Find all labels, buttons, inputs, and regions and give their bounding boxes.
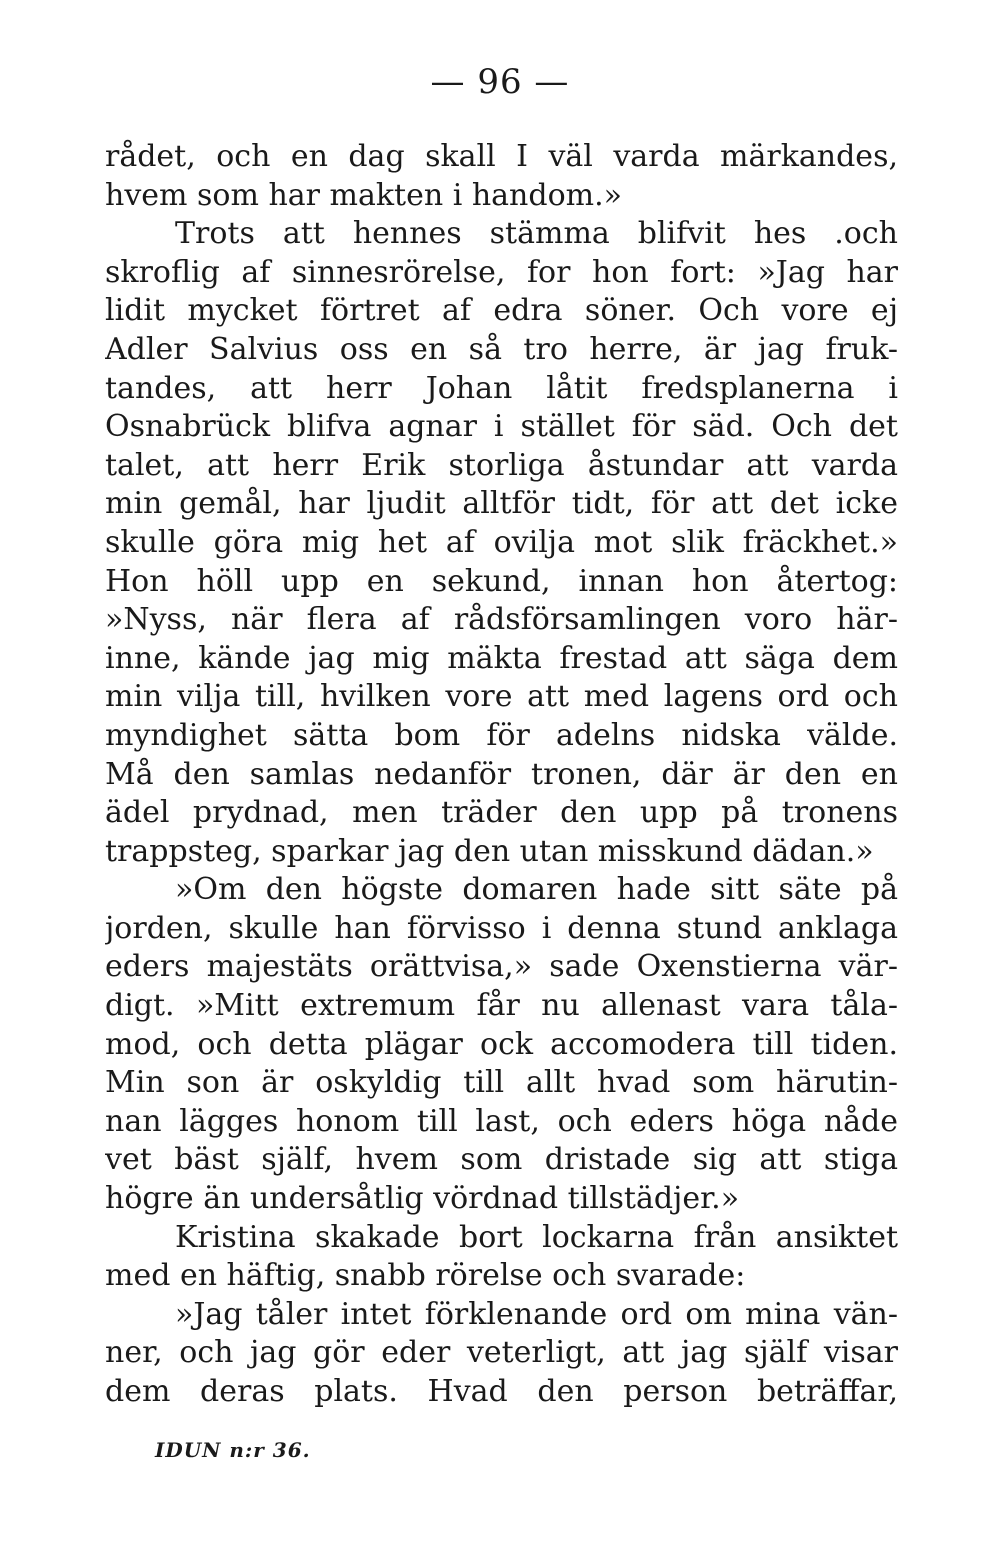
text-line: nan lägges honom till last, och eders höga nåde bbox=[105, 1103, 898, 1139]
text-line: Adler Salvius oss en så tro herre, är jag fruk- bbox=[105, 331, 898, 367]
page-number: — 96 — bbox=[430, 62, 570, 102]
text-line: talet, att herr Erik storliga åstundar att varda bbox=[105, 447, 898, 483]
text-line: vet bäst själf, hvem som dristade sig att stiga bbox=[105, 1142, 898, 1178]
text-line: Må den samlas nedanför tronen, där är den en bbox=[105, 756, 898, 792]
text-line: med en häftig, snabb rörelse och svarade: bbox=[105, 1258, 746, 1294]
text-line: myndighet sätta bom för adelns nidska välde. bbox=[105, 717, 898, 753]
text-line: skulle göra mig het af ovilja mot slik fräckhet.» bbox=[105, 524, 898, 560]
text-line: min vilja till, hvilken vore att med lagens ord och bbox=[105, 679, 898, 715]
text-line: jorden, skulle han förvisso i denna stund anklaga bbox=[105, 910, 898, 946]
text-line: Trots att hennes stämma blifvit hes .och bbox=[175, 216, 898, 252]
text-line: mod, och detta plägar ock accomodera till tiden. bbox=[105, 1026, 898, 1062]
text-line: inne, kände jag mig mäkta frestad att säga dem bbox=[105, 640, 898, 676]
text-line: dem deras plats. Hvad den person beträffar, bbox=[105, 1374, 898, 1409]
text-line: digt. »Mitt extremum får nu allenast vara tåla- bbox=[105, 988, 898, 1024]
text-line: lidit mycket förtret af edra söner. Och vore ej bbox=[105, 293, 898, 329]
text-line: Min son är oskyldig till allt hvad som härutin- bbox=[105, 1065, 898, 1101]
text-line: trappsteg, sparkar jag den utan misskund dädan.» bbox=[105, 833, 874, 869]
text-line: »Jag tåler intet förklenande ord om mina vän- bbox=[175, 1296, 898, 1332]
text-line: hvem som har makten i handom.» bbox=[105, 177, 622, 213]
text-line: min gemål, har ljudit alltför tidt, för att det icke bbox=[105, 486, 898, 522]
text-line: »Om den högste domaren hade sitt säte på bbox=[175, 872, 898, 908]
text-line: Kristina skakade bort lockarna från ansiktet bbox=[175, 1219, 898, 1255]
text-line: »Nyss, när flera af rådsförsamlingen voro här- bbox=[105, 602, 898, 638]
body-text bbox=[105, 138, 898, 1412]
footer-signature: IDUN n:r 36. bbox=[155, 1438, 311, 1462]
text-line: ädel prydnad, men träder den upp på tronens bbox=[105, 795, 898, 831]
text-line: Hon höll upp en sekund, innan hon återtog: bbox=[105, 563, 898, 599]
text-line: ner, och jag gör eder veterligt, att jag själf visar bbox=[105, 1335, 898, 1371]
text-line: högre än undersåtlig vördnad tillstädjer.» bbox=[105, 1181, 740, 1217]
text-line: Osnabrück blifva agnar i stället för säd. Och det bbox=[105, 409, 898, 445]
text-line: tandes, att herr Johan låtit fredsplanerna i bbox=[105, 370, 898, 406]
text-line: skroflig af sinnesrörelse, for hon fort: »Jag har bbox=[105, 254, 898, 290]
text-line: rådet, och en dag skall I väl varda märkandes, bbox=[105, 139, 898, 174]
text-line: eders majestäts orättvisa,» sade Oxenstierna vär- bbox=[105, 949, 898, 985]
